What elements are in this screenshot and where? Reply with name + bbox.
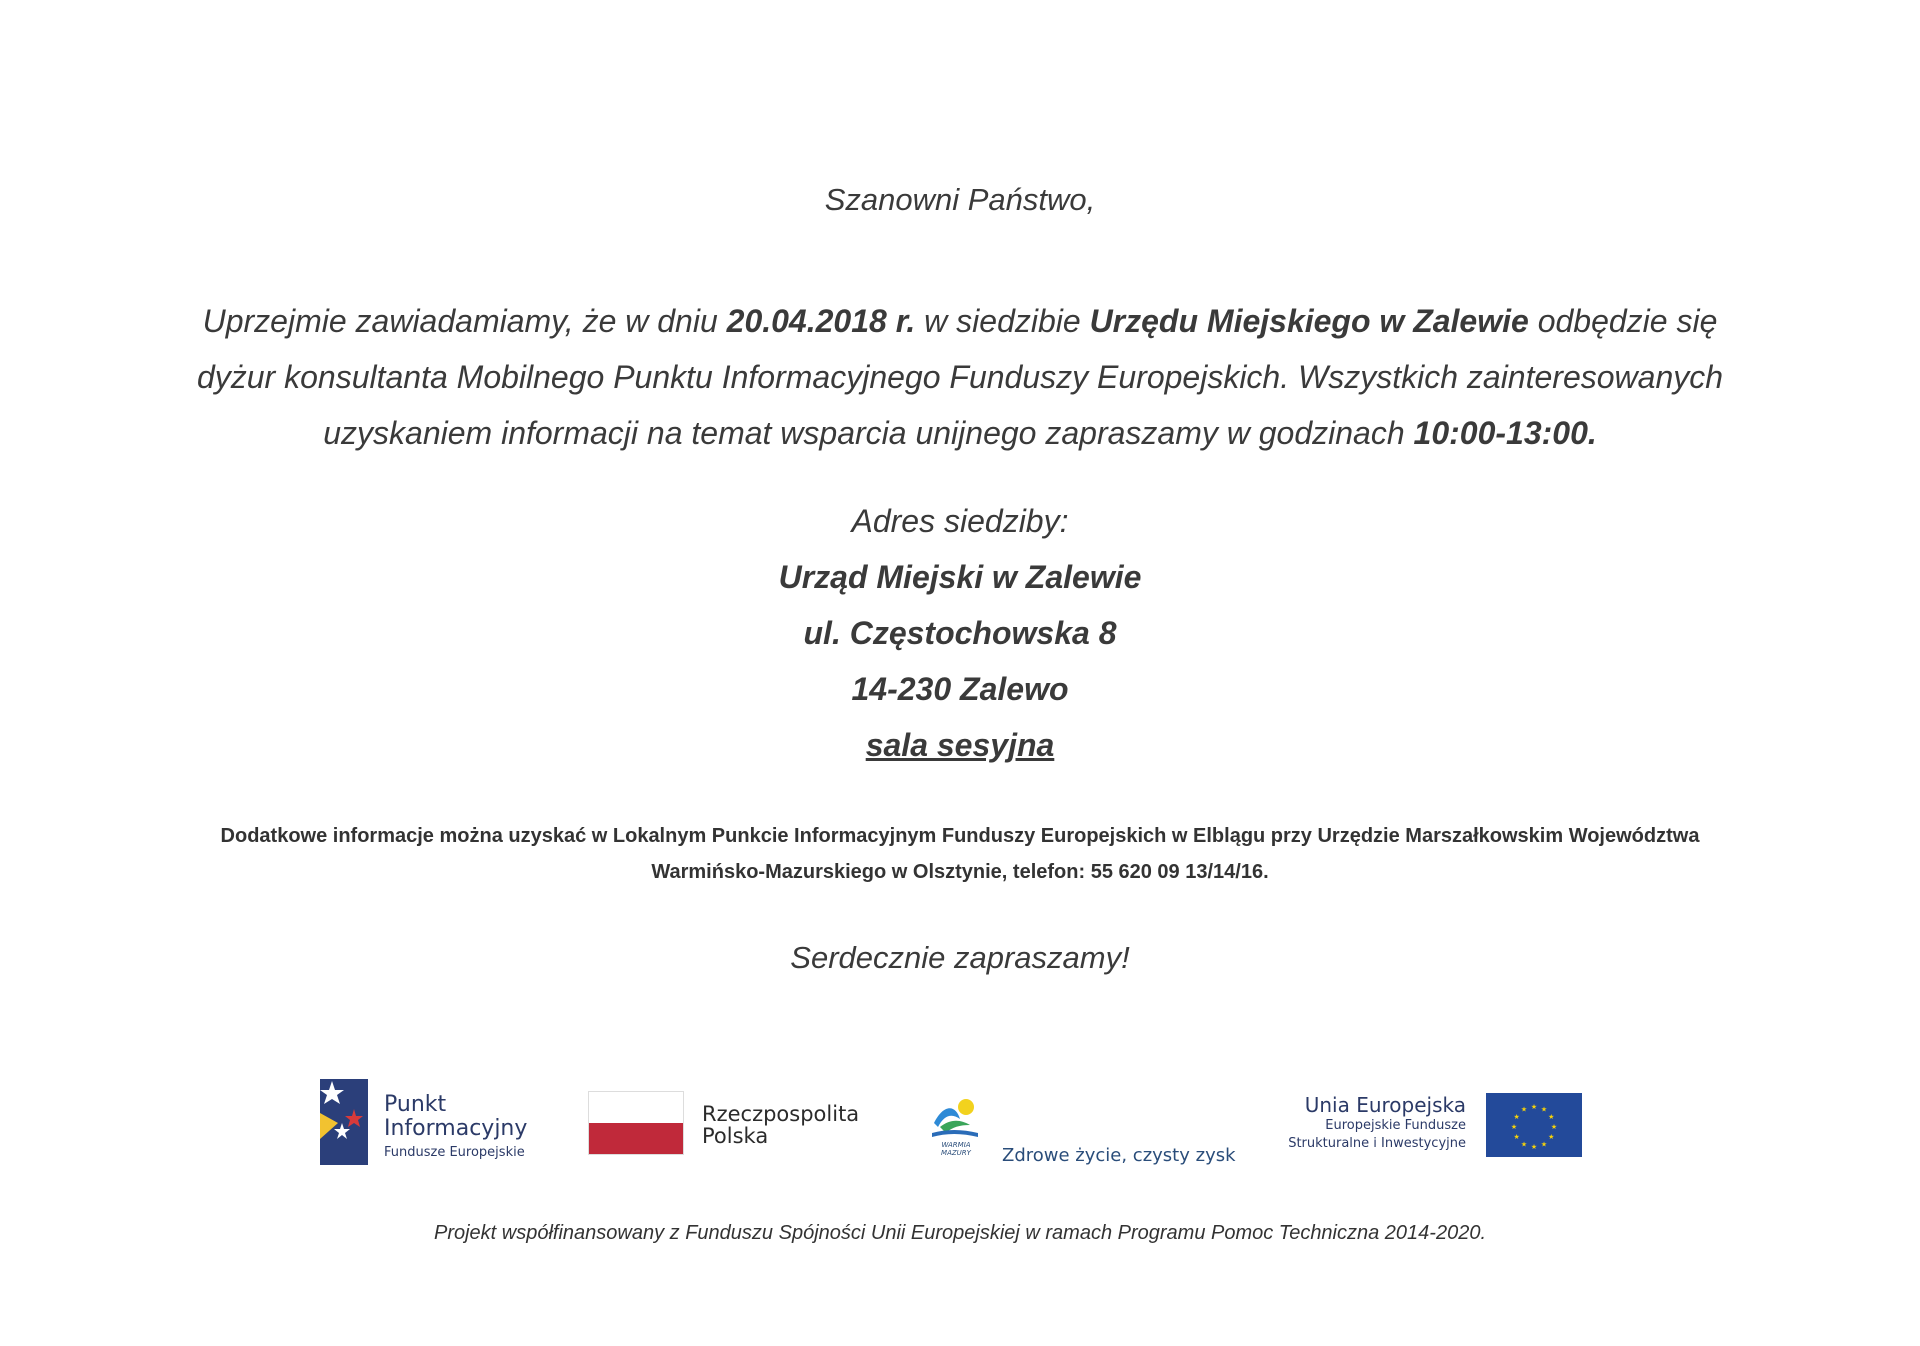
- eu-flag-icon: [1486, 1093, 1582, 1157]
- svg-text:★: ★: [1540, 1105, 1548, 1114]
- warmia-slogan: Zdrowe życie, czysty zysk: [1002, 1145, 1236, 1166]
- ue-line1: Unia Europejska: [1304, 1093, 1466, 1117]
- svg-text:WARMIA: WARMIA: [941, 1141, 971, 1149]
- greeting: Szanowni Państwo,: [824, 182, 1096, 217]
- additional-info: Dodatkowe informacje można uzyskać w Lokalnym Punkcie Informacyjnym Funduszy Europejskich w Elblągu przy Urzędzie Marszałkowskim Województwa Warmińsko-Mazurskiego w Olsztynie, telefon: 55 620 09 13/14/16.: [220, 825, 1700, 883]
- address-room: sala sesyjna: [865, 727, 1055, 763]
- svg-text:★: ★: [1550, 1123, 1558, 1131]
- warmia-mazury-icon: [926, 1093, 986, 1157]
- address-label: Adres siedziby:: [851, 503, 1069, 539]
- svg-text:★: ★: [1540, 1140, 1548, 1149]
- announcement-text-3: odbędzie się dyżur konsultanta Mobilnego Punktu Informacyjnego Funduszy Europejskich. Wszystkich zainteresowanych uzyskaniem informacji na temat wsparcia unijnego zapraszamy w godzinach: [196, 303, 1724, 451]
- rzeczpospolita-text: [702, 1103, 902, 1147]
- svg-text:★: ★: [1520, 1105, 1528, 1114]
- svg-text:★: ★: [1530, 1103, 1538, 1111]
- office-name: Urzędu Miejskiego w Zalewie: [1089, 303, 1529, 339]
- svg-text:★: ★: [1548, 1133, 1555, 1141]
- logo-strip: [0, 1075, 1920, 1175]
- ue-line2: Europejskie Fundusze: [1325, 1118, 1466, 1133]
- punkt-informacyjny-icon: [320, 1079, 368, 1165]
- punkt-line1: Punkt: [384, 1092, 447, 1117]
- ue-text: [1270, 1093, 1466, 1153]
- event-hours: 10:00-13:00.: [1413, 415, 1597, 451]
- svg-text:★: ★: [1530, 1143, 1538, 1151]
- svg-text:★: ★: [1513, 1133, 1520, 1141]
- event-date: 20.04.2018 r.: [726, 303, 916, 339]
- announcement-paragraph: [160, 293, 1760, 461]
- address-street: ul. Częstochowska 8: [803, 615, 1117, 651]
- ue-line3: Strukturalne i Inwestycyjne: [1288, 1136, 1466, 1151]
- footer-note: Projekt współfinansowany z Funduszu Spójności Unii Europejskiej w ramach Programu Pomoc Techniczna 2014-2020.: [433, 1222, 1487, 1244]
- rp-line2: Polska: [702, 1124, 769, 1148]
- svg-text:MAZURY: MAZURY: [941, 1149, 971, 1157]
- svg-text:★: ★: [1513, 1113, 1520, 1121]
- announcement-text-1: Uprzejmie zawiadamiamy, że w dniu: [202, 303, 727, 339]
- closing: Serdecznie zapraszamy!: [790, 940, 1130, 975]
- punkt-line2: Informacyjny: [384, 1116, 528, 1141]
- announcement-text-2: w siedzibie: [915, 303, 1090, 339]
- punkt-informacyjny-text: [384, 1093, 564, 1160]
- svg-text:★: ★: [1510, 1123, 1518, 1131]
- polish-flag-icon: [588, 1091, 684, 1155]
- svg-text:★: ★: [1520, 1140, 1528, 1149]
- address-name: Urząd Miejski w Zalewie: [778, 559, 1142, 595]
- rp-line1: Rzeczpospolita: [702, 1102, 860, 1126]
- svg-text:★: ★: [1548, 1113, 1555, 1121]
- address-city: 14-230 Zalewo: [851, 671, 1069, 707]
- punkt-line3: Fundusze Europejskie: [384, 1145, 525, 1160]
